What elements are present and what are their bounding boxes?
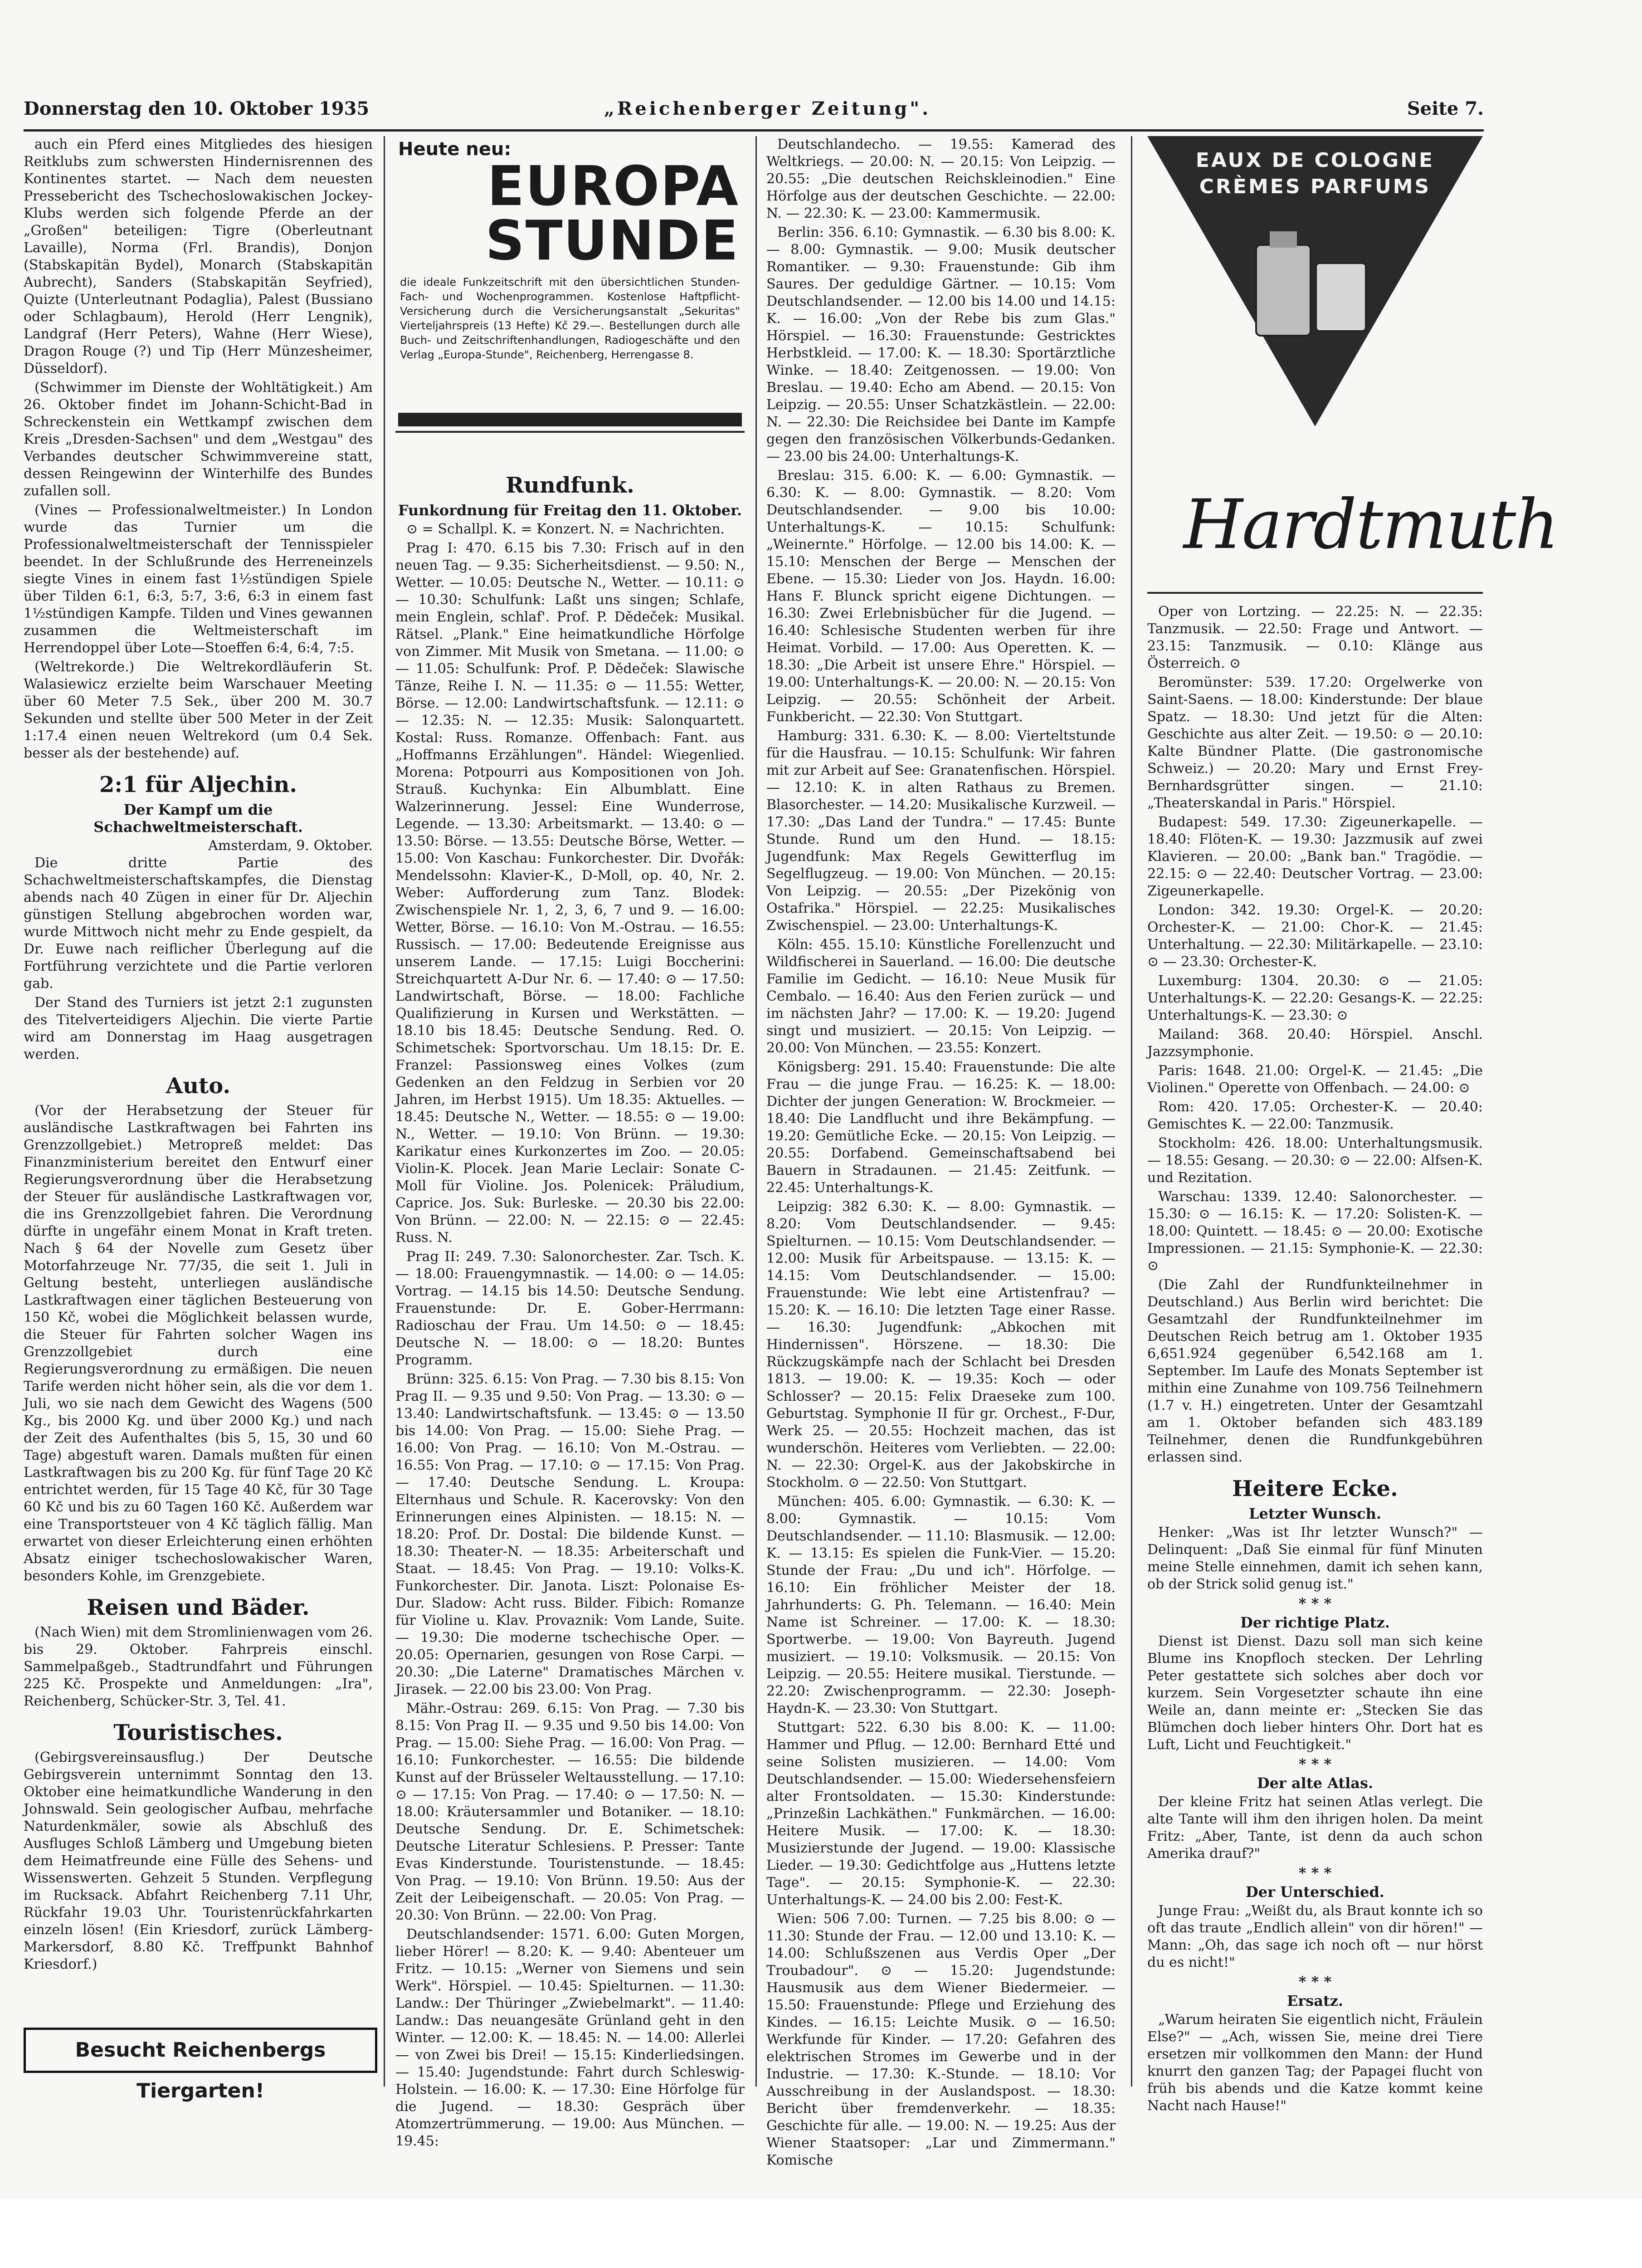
program-rom: Rom: 420. 17.05: Orchester-K. — 20.40: Gemischtes K. — 22.00: Tanzmusik. <box>1147 1099 1483 1132</box>
heading-aljechin: 2:1 für Aljechin. <box>99 772 297 797</box>
joke-separator-4: * * * <box>1298 1973 1332 1990</box>
program-paris: Paris: 1648. 21.00: Orgel-K. — 21.45: „Die Violinen." Operette von Offenbach. — 24.00: ⊙ <box>1147 1063 1483 1096</box>
program-wien: Wien: 506 7.00: Turnen. — 7.25 bis 8.00: ⊙ — 11.30: Stunde der Frau. — 12.00 und 13.10: K. — 14.00: Schlußszenen aus Verdis Oper „Der Troubadour". ⊙ — 15.20: Jugendstunde: Hausmusik aus dem Wiener Biedermeier. — 15.50: Frauenstunde: Pflege und Erziehung des Kindes. — 16.15: Leichte Musik. ⊙ — 16.50: Werkfunde für Kinder. — 17.20: Gefahren des elektrischen Stromes im Gewerbe und in der Industrie. — 17.30: K.-Stunde. — 18.10: Vor Ausschreibung in der Auslandspost. — 18.30: Bericht über fremdenverkehr. — 18.35: Geschichte für alle. — 19.00: N. — 19.25: Aus der Wiener Staatsoper: „Lar und Zimmermann." Komische <box>766 1911 1116 2168</box>
ad-title-stunde: STUNDE <box>485 210 739 273</box>
program-prag-1: Prag I: 470. 6.15 bis 7.30: Frisch auf in den neuen Tag. — 9.35: Sicherheitsdienst. — 9.50: N., Wetter. — 10.05: Deutsche N., Wetter. — 10.11: ⊙ — 10.30: Schulfunk: Laßt uns singen; Schlafe, mein Englein, schlaf'. Prof. P. Dědeček: Musikal. Rätsel. „Plank." Eine heimatkundliche Hörfolge von Zimmer. Mit Musik von Smetana. — 11.00: ⊙ — 11.05: Schulfunk: Prof. P. Dědeček: Slawische Tänze, Reihe I. N. — 11.35: ⊙ — 11.55: Wetter, Börse. — 12.00: Landwirtschaftsfunk. — 12.11: ⊙ — 12.35: N. — 12.35: Musik: Salonquartett. Kostal: Russ. Romanze. Offenbach: Fant. aus „Hoffmanns Erzählungen". Händel: Wiegenlied. Morena: Potpourri aus Kompositionen von Joh. Strauß. Kuchynka: Ein Albumblatt. Eine Walzerinnerung. Jessel: Eine Wunderrose, Legende. — 13.30: Arbeitsmarkt. — 13.40: ⊙ — 13.50: Börse. — 13.55: Deutsche Börse, Wetter. — 15.00: Von Kaschau: Funkorchester. Dir. Dvořák: Mendelssohn: Klavier-K., D-Moll, op. 40, Nr. 2. Weber: Aufforderung zum Tanz. Blodek: Zwischenspiele Nr. 1, 2, 3, 6, 7 und 9. — 16.00: Wetter, Börse. — 16.10: Von M.-Ostrau. — 16.55: Russisch. — 17.00: Bedeutende Ereignisse aus unserem Lande. — 17.15: Luigi Boccherini: Streichquartett A-Dur Nr. 6. — 17.40: ⊙ — 17.50: Landwirtschaft, Börse. — 18.00: Fachliche Qualifizierung in Kursen und Werkstätten. — 18.10 bis 18.45: Deutsche Sendung. Red. O. Schimetschek: Sportvorschau. Um 18.15: Dr. E. Franzel: Passionsweg eines Volkes (zum Gedenken an den Feldzug in Serbien vor 20 Jahren, im Herbst 1915). Um 18.35: Aktuelles. — 18.45: Deutsche N., Wetter. — 18.55: ⊙ — 19.00: N., Wetter. — 19.10: Von Brünn. — 19.30: Karikatur eines Kurkonzertes im Zoo. — 20.05: Violin-K. Plocek. Jean Marie Leclair: Sonate C-Moll für Violine. Jos. Polenicek: Präludium, Caprice. Jos. Suk: Burleske. — 20.30 bis 22.00: Von Brünn. — 22.00: N. — 22.15: ⊙ — 22.45: Russ. N. <box>395 540 745 1246</box>
joke-title-2: Der richtige Platz. <box>1240 1614 1390 1631</box>
program-muenchen: München: 405. 6.00: Gymnastik. — 6.30: K. — 8.00: Gymnastik. — 10.15: Vom Deutschlandsender. — 11.10: Blasmusik. — 12.00: K. — 13.15: Es spielen die Funk-Vier. — 15.20: Stunde der Frau: „Du und ich". Hörfolge. — 16.10: Ein fröhlicher Meister der 18. Jahrhunderts: G. Ph. Telemann. — 16.40: Mein Name ist Schreiner. — 17.00: K. — 18.30: Sportwerbe. — 19.00: Von Bayreuth. Jugend musiziert. — 19.10: Volksmusik. — 20.15: Von Leipzig. — 20.55: Heitere musikal. Tierstunde. — 22.20: Zwischenprogramm. — 22.30: Joseph-Haydn-K. — 23.30: Von Stuttgart. <box>766 1494 1116 1716</box>
europa-stunde-advertisement <box>395 136 745 433</box>
program-budapest: Budapest: 549. 17.30: Zigeunerkapelle. — 18.40: Flöten-K. — 19.30: Jazzmusik auf zwei Klavieren. — 20.00: „Bank ban." Tragödie. — 22.15: ⊙ — 22.40: Deutscher Vortrag. — 23.00: Zigeunerkapelle. <box>1147 814 1483 899</box>
program-koenigsberg: Königsberg: 291. 15.40: Frauenstunde: Die alte Frau — die junge Frau. — 16.25: K. — 18.00: Dichter der jungen Generation: W. Brockmeier. — 18.40: Die Landflucht und ihre Bekämpfung. — 19.20: Gemütliche Ecke. — 20.15: Von Leipzig. — 20.55: Dorfabend. Gemeinschaftsabend bei Bauern in Stradaunen. — 21.45: Zeitfunk. — 22.45: Unterhaltungs-K. <box>766 1059 1116 1196</box>
dateline-amsterdam: Amsterdam, 9. Oktober. <box>208 838 373 854</box>
program-bruenn: Brünn: 325. 6.15: Von Prag. — 7.30 bis 8.15: Von Prag II. — 9.35 und 9.50: Von Prag. — 13.30: ⊙ — 13.40: Landwirtschaftsfunk. — 13.45: ⊙ — 13.50 bis 14.00: Von Prag. — 15.00: Siehe Prag. — 16.00: Von Prag. — 16.10: Von M.-Ostrau. — 16.55: Von Prag. — 17.10: ⊙ — 17.15: Von Prag. — 17.40: Deutsche Sendung. L. Kroupa: Elternhaus und Schule. R. Kacerovsky: Von den Erinnerungen eines Alpinisten. — 18.15: N. — 18.20: Prof. Dr. Dostal: Die bildende Kunst. — 18.30: Theater-N. — 18.35: Arbeiterschaft und Staat. — 18.45: Von Prag. — 19.10: Volks-K. Funkorchester. Dir. Janota. Liszt: Polonaise Es-Dur. Sladow: Acht russ. Bilder. Fibich: Romanze für Violine u. Klav. Provaznik: Vom Lande, Suite. — 19.30: Die moderne tschechische Oper. — 20.05: Opernarien, gesungen von Rose Carpi. — 20.30: „Die Laterne" Dramatisches Märchen v. Jirasek. — 22.00 bis 23.00: Von Prag. <box>395 1371 745 1697</box>
zoo-advertisement: Besucht Reichenbergs Tiergarten! <box>24 2028 377 2073</box>
joke-4: Junge Frau: „Weißt du, als Braut konnte ich so oft das traute „Endlich allein" von dir hören!" — Mann: „Oh, das sage ich noch oft — nur hörst du es nicht!" <box>1147 1903 1483 1970</box>
program-legend: ⊙ = Schallpl. K. = Konzert. N. = Nachrichten. <box>406 521 725 537</box>
ad-line-eau-de-cologne: EAUX DE COLOGNE <box>1195 149 1435 172</box>
joke-1: Henker: „Was ist Ihr letzter Wunsch?" — Delinquent: „Daß Sie einmal für fünf Minuten meine Stelle einnehmen, damit ich sehen kann, ob der Strick solid genug ist." <box>1147 1525 1483 1592</box>
column-1 <box>24 136 373 2023</box>
program-berlin: Berlin: 356. 6.10: Gymnastik. — 6.30 bis 8.00: K. — 8.00: Gymnastik. — 9.00: Musik deutscher Romantiker. — 9.30: Frauenstunde: Gib ihm Saures. Der geduldige Gärtner. — 10.15: Vom Deutschlandsender. — 12.00 bis 14.00 und 14.15: K. — 16.00: „Von der Rebe bis zum Glas." Hörspiel. — 16.30: Frauenstunde: Gestricktes Herbstkleid. — 17.00: K. — 18.30: Sportärztliche Winke. — 18.40: Zeitgenossen. — 19.00: Von Breslau. — 19.40: Echo am Abend. — 20.15: Von Leipzig. — 20.55: Unser Schatzkästlein. — 22.00: N. — 22.30: Die Reichsidee bei Dante im Kampfe gegen den französischen Völkerbunds-Gedanken. — 23.00 bis 24.00: Unterhaltungs-K. <box>766 225 1116 464</box>
program-london: London: 342. 19.30: Orgel-K. — 20.20: Orchester-K. — 21.00: Chor-K. — 21.45: Unterhaltung. — 22.30: Militärkapelle. — 23.10: ⊙ — 23.30: Orchester-K. <box>1147 902 1483 970</box>
joke-3: Der kleine Fritz hat seinen Atlas verlegt. Die alte Tante will ihm den ihrigen holen. Da meint Fritz: „Aber, Tante, ist denn da auch schon Amerika drauf?" <box>1147 1794 1483 1862</box>
article-vines: (Vines — Professionalweltmeister.) In London wurde das Turnier um die Professionalweltmeisterschaft der Tennisspieler beendet. In der Schlußrunde des Herreneinzels siegte Vines in einem fast 1½stündigen Spiele über Tilden 6:1, 6:3, 5:7, 3:6, 6:3 in einem fast 1½stündigen Kampfe. Tilden und Vines gewannen zusammen die Weltmeisterschaft im Herrendoppel über Lote—Stoeffen 6:4, 6:4, 7:5. <box>24 502 373 656</box>
column-2 <box>395 463 745 2268</box>
column-rule-1 <box>384 136 385 2087</box>
column-4 <box>1147 603 1483 2218</box>
article-hiking: (Gebirgsvereinsausflug.) Der Deutsche Gebirgsverein unternimmt Sonntag den 13. Oktober eine heimatkundliche Wanderung in den Johnswald. Sein geologischer Aufbau, mehrfache Naturdenkmäler, sowie als Abschluß des Ausfluges Schloß Lämberg und Umgebung bieten dem Heimatfreunde eine Fülle des Sehens- und Wissenswerten. Gehzeit 5 Stunden. Verpflegung im Rucksack. Abfahrt Reichenberg 7.11 Uhr, Rückfahr 19.03 Uhr. Touristenrückfahrkarten einzeln lösen! (Ein Kriesdorf, zurück Lämberg-Markersdorf, 8.80 Kč. Treffpunkt Bahnhof Kriesdorf.) <box>24 1750 373 1972</box>
joke-2: Dienst ist Dienst. Dazu soll man sich keine Blume ins Knopfloch stecken. Der Lehrling Peter gestattete sich solches aber doch vor kurzem. Sein Vorgesetzter schaute ihn eine Weile an, dann meinte er: „Stecken Sie das Blümchen doch lieber hinters Ohr. Dort hat es Luft, Licht und Feuchtigkeit." <box>1147 1633 1483 1753</box>
heading-rundfunk: Rundfunk. <box>506 473 634 498</box>
heading-heitere-ecke: Heitere Ecke. <box>1232 1476 1398 1501</box>
program-luxemburg: Luxemburg: 1304. 20.30: ⊙ — 21.05: Unterhaltungs-K. — 22.20: Gesangs-K. — 22.25: Unterhaltungs-K. — 23.30: ⊙ <box>1147 973 1483 1023</box>
program-beromuenster: Beromünster: 539. 17.20: Orgelwerke von Saint-Saens. — 18.00: Kinderstunde: Der blaue Spatz. — 18.30: Und jetzt für die Alten: Geschichte aus alter Zeit. — 19.50: ⊙ — 20.10: Kalte Bündner Platte. (Die gastronomische Schweiz.) — 20.20: Mary und Ernst Frey-Bernhardsgrütter singen. — 21.10: „Theaterskandal in Paris." Hörspiel. <box>1147 675 1483 811</box>
article-radio-listeners: (Die Zahl der Rundfunkteilnehmer in Deutschland.) Aus Berlin wird berichtet: Die Gesamtzahl der Rundfunkteilnehmer im Deutschen Reich betrug am 1. Oktober 1935 6,651.924 gegenüber 6,542.168 am 1. September. Im Laufe des Monats September ist mithin eine Zunahme von 109.756 Teilnehmern (1.7 v. H.) eingetreten. Unter der Gesamtzahl am 1. Oktober befanden sich 483.189 Teilnehmer, denen die Rundfunkgebühren erlassen sind. <box>1147 1277 1483 1465</box>
program-wien-cont: Oper von Lortzing. — 22.25: N. — 22.35: Tanzmusik. — 22.50: Frage und Antwort. — 23.15: Tanzmusik. — 0.10: Klänge aus Österreich. ⊙ <box>1147 604 1483 671</box>
article-swimming: (Schwimmer im Dienste der Wohltätigkeit.) Am 26. Oktober findet im Johann-Schicht-Bad in Schreckenstein ein Wettkampf zwischen dem Kreis „Dresden-Sachsen" und dem „Westgau" des Verbandes deutscher Schwimmvereine statt, dessen Reingewinn der Winterhilfe des Bundes zufallen soll. <box>24 380 373 499</box>
program-mailand: Mailand: 368. 20.40: Hörspiel. Anschl. Jazzsymphonie. <box>1147 1026 1483 1060</box>
header-date: Donnerstag den 10. Oktober 1935 <box>24 98 370 119</box>
program-ostrau: Mähr.-Ostrau: 269. 6.15: Von Prag. — 7.30 bis 8.15: Von Prag II. — 9.35 und 9.50 bis 14.00: Von Prag. — 15.00: Siehe Prag. — 16.00: Von Prag. — 16.10: Funkorchester. — 16.55: Die bildende Kunst auf der Brüsseler Weltausstellung. — 17.10: ⊙ — 17.15: Von Prag. — 17.40: ⊙ — 17.50: N. — 18.00: Kräutersammler und Botaniker. — 18.10: Deutsche Sendung. Dr. E. Schimetschek: Deutsche Literatur Schlesiens. P. Presser: Tante Evas Kinderstunde. Touristenstunde. — 18.45: Von Prag. — 19.10: Von Brünn. 19.50: Aus der Zeit der Leibeigenschaft. — 20.05: Von Prag. — 20.30: Von Brünn. — 22.00: Von Prag. <box>395 1701 745 1923</box>
program-deutschlandsender-cont: Deutschlandecho. — 19.55: Kamerad des Weltkriegs. — 20.00: N. — 20.15: Von Leipzig. — 20.55: „Die deutschen Reichskleinodien." Eine Hörfolge aus der deutschen Geschichte. — 22.00: N. — 22.30: K. — 23.00: Kammermusik. <box>766 137 1116 221</box>
header-page-number: Seite 7. <box>1407 98 1484 119</box>
column-rule-3 <box>1131 136 1132 2087</box>
hardtmuth-signature: Hardtmuth <box>1184 485 1558 564</box>
ad-rule <box>1147 592 1483 594</box>
ad-bottom-bar <box>398 413 742 426</box>
heading-tourism: Touristisches. <box>113 1720 283 1745</box>
joke-separator-1: * * * <box>1298 1595 1332 1612</box>
header-rule <box>24 129 1484 132</box>
column-3 <box>766 136 1116 2168</box>
joke-title-3: Der alte Atlas. <box>1257 1774 1374 1792</box>
ad-title-europa: EUROPA <box>487 155 739 218</box>
joke-title-5: Ersatz. <box>1286 1992 1344 2009</box>
column-rule-2 <box>755 136 757 2087</box>
article-vienna-trip: (Nach Wien) mit dem Stromlinienwagen vom 26. bis 29. Oktober. Fahrpreis einschl. Sammelpaßgeb., Stadtrundfahrt und Führungen 225 Kč. Prospekte und Anmeldungen: „Ira", Reichenberg, Schücker-Str. 3, Tel. 41. <box>24 1624 373 1709</box>
ad-new-label: Heute neu: <box>398 139 512 160</box>
joke-separator-2: * * * <box>1298 1755 1332 1773</box>
program-stockholm: Stockholm: 426. 18.00: Unterhaltungsmusik. — 18.55: Gesang. — 20.30: ⊙ — 22.00: Alfsen-K. und Rezitation. <box>1147 1135 1483 1186</box>
article-world-records: (Weltrekorde.) Die Weltrekordläuferin St. Walasiewicz erzielte beim Warschauer Meeting über 60 Meter 7.5 Sek., über 200 M. 30.7 Sekunden und stellte über 500 Meter in der Zeit 1:17.4 einen neuen Weltrekord (um 0.4 Sek. besser als der bestehende) auf. <box>24 659 373 761</box>
article-truck-tax: (Vor der Herabsetzung der Steuer für ausländische Lastkraftwagen bei Fahrten ins Grenzzollgebiet.) Metropreß meldet: Das Finanzministerium bereitet den Entwurf einer Regierungsverordnung über die Herabsetzung der Steuer für ausländische Lastkraftwagen vor, die ins Grenzzollgebiet fahren. Die Verordnung dürfte in ungefähr einem Monat in Kraft treten. Nach § 64 der Novelle zum Gesetz über Motorfahrzeuge Nr. 77/35, die seit 1. Juli in Geltung besteht, unterliegen ausländische Lastkraftwagen einer täglichen Besteuerung von 150 Kč, wobei die Möglichkeit belassen wurde, die Steuer für Fahrten solcher Wagen ins Grenzzollgebiet durch eine Regierungsverordnung zu ermäßigen. Die neuen Tarife werden nicht höher sein, als die vor dem 1. Juli, wo sie nach dem Gewicht des Wagens (500 Kg., bis 2000 Kg. und über 2000 Kg.) und nach der Zeit des Aufenthaltes (bis 5, 15, 30 und 60 Tage) abgestuft waren. Damals mußten für einen Lastkraftwagen bis zu 200 Kg. für fünf Tage 20 Kč entrichtet werden, für 15 Tage 40 Kč, für 30 Tage 60 Kč und bis zu 60 Tagen 160 Kč. Außerdem war eine Transportsteuer von 4 Kč täglich fällig. Man erwartet von dieser Erleichterung einen erhöhten Absatz einiger tschechoslowakischer Waren, besonders Kohle, im Grenzgebiete. <box>24 1103 373 1584</box>
program-breslau: Breslau: 315. 6.00: K. — 6.00: Gymnastik. — 6.30: K. — 8.00: Gymnastik. — 8.20: Vom Deutschlandsender. — 9.00 bis 10.00: Unterhaltungs-K. — 10.15: Schulfunk: „Weinernte." Hörfolge. — 12.00 bis 14.00: K. — 15.10: Menschen der Berge — Menschen der Ebene. — 15.30: Lieder von Jos. Haydn. 16.00: Hans F. Blunck spricht eigene Dichtungen. — 16.30: Zwei Erlebnisbücher für die Jugend. — 16.40: Schlesische Studenten werben für ihre Heimat. Vorbild. — 17.00: Aus Operetten. K. — 18.30: „Die Arbeit ist unsere Ehre." Hörspiel. — 19.00: Unterhaltungs-K. — 20.00: N. — 20.15: Von Leipzig. — 20.55: Schönheit der Arbeit. Funkbericht. — 22.30: Von Stuttgart. <box>766 468 1116 725</box>
header-masthead: „Reichenberger Zeitung". <box>604 98 931 119</box>
article-racing: auch ein Pferd eines Mitgliedes des hiesigen Reitklubs zum schwersten Hindernisrennen des Kontinentes startet. — Nach dem neuesten Pressebericht des Tschechoslowakischen Jockey-Klubs werden sich folgende Pferde an der „Großen" beteiligen: Tigre (Oberleutnant Lavaille), Norma (Frl. Brandis), Donjon (Stabskapitän Bydel), Monarch (Stabskapitän Aubrecht), Sanders (Stabskapitän Seyfried), Quizte (Unterleutnant Podaglia), Palest (Bussiano oder Schlagbaum), Herold (Herr Lengnik), Landgraf (Herr Peters), Wahne (Herr Wiese), Dragon Rouge (?) und Tip (Herr Münzesheimer, Düsseldorf). <box>24 137 373 376</box>
joke-title-1: Letzter Wunsch. <box>1248 1505 1382 1522</box>
hardtmuth-advertisement <box>1147 136 1558 585</box>
ad-line-cremes-parfums: CRÈMES PARFUMS <box>1199 175 1431 198</box>
program-deutschlandsender: Deutschlandsender: 1571. 6.00: Guten Morgen, lieber Hörer! — 8.20: K. — 9.40: Abenteuer um Fritz. — 10.15: „Werner von Siemens und sein Werk". Hörspiel. — 10.45: Spielturnen. — 11.30: Landw.: Der Thüringer „Zwiebelmarkt". — 11.40: Landw.: Das neuangesäte Grünland geht in den Winter. — 12.00: K. — 18.45: N. — 14.00: Allerlei — von Zwei bis Drei! — 15.15: Kinderliedsingen. — 15.40: Jugendstunde: Fahrt durch Schleswig-Holstein. — 16.00: K. — 17.30: Eine Hörfolge für die Jugend. — 18.30: Gespräch über Atomzertrümmerung. — 19.00: Aus München. — 19.45: <box>395 1926 745 2149</box>
heading-auto: Auto. <box>166 1073 231 1099</box>
ad-body-text: die ideale Funkzeitschrift mit den übersichtlichen Stunden-Fach- und Wochenprogrammen. Kostenlose Haftpflicht-Versicherung durch die Versicherungsanstalt „Sekuritas" Vierteljahrspreis (13 Hefte) Kč 29.—. Bestellungen durch alle Buch- und Zeitschriftenhandlungen, Radiogeschäfte und den Verlag „Europa-Stunde", Reichenberg, Herrengasse 8. <box>400 276 740 361</box>
program-koeln: Köln: 455. 15.10: Künstliche Forellenzucht und Wildfischerei in Sauerland. — 16.00: Die deutsche Familie im Gedicht. — 16.10: Neue Musik für Cembalo. — 16.40: Aus den Ferien zurück — und im nächsten Jahr? — 17.00: K. — 19.20: Jugend singt und musiziert. — 20.15: Von Leipzig. — 20.00: Von München. — 23.55: Konzert. <box>766 937 1116 1056</box>
article-chess-2: Der Stand des Turniers ist jetzt 2:1 zugunsten des Titelverteidigers Aljechin. Die vierte Partie wird am Donnerstag im Haag ausgetragen werden. <box>24 995 373 1062</box>
program-warschau: Warschau: 1339. 12.40: Salonorchester. — 15.30: ⊙ — 16.15: K. — 17.20: Solisten-K. — 18.00: Quintett. — 18.45: ⊙ — 20.00: Exotische Impressionen. — 21.15: Symphonie-K. — 22.30: ⊙ <box>1147 1189 1483 1274</box>
joke-5: „Warum heiraten Sie eigentlich nicht, Fräulein Else?" — „Ach, wissen Sie, meine drei Tiere ersetzen mir vollkommen den Mann: der Hund knurrt den ganzen Tag; der Papagei flucht von früh bis abends und die Katze kommt keine Nacht nach Hause!" <box>1147 2012 1483 2114</box>
joke-title-4: Der Unterschied. <box>1245 1883 1385 1901</box>
program-leipzig: Leipzig: 382 6.30: K. — 8.00: Gymnastik. — 8.20: Vom Deutschlandsender. — 9.45: Spielturnen. — 10.15: Vom Deutschlandsender. — 12.00: Musik für Arbeitspause. — 13.15: K. — 14.15: Vom Deutschlandsender. — 15.00: Frauenstunde: Wie lebt eine Artistenfrau? — 15.20: K. — 16.10: Die letzten Tage einer Rasse. — 16.30: Jugendfunk: „Abkochen mit Hindernissen". Hörszene. — 18.30: Die Rückzugskämpfe nach der Schlacht bei Dresden 1813. — 19.00: K. — 19.35: Koch — oder Schlosser? — 20.15: Felix Draeseke zum 100. Geburtstag. Symphonie II für gr. Orchest., F-Dur, Werk 25. — 20.55: Hochzeit machen, das ist wunderschön. Heiteres vom Verliebten. — 22.00: N. — 22.30: Orgel-K. aus der Jakobskirche in Stockholm. ⊙ — 22.50: Von Stuttgart. <box>766 1199 1116 1491</box>
subheading-program: Funkordnung für Freitag den 11. Oktober. <box>398 502 742 519</box>
program-stuttgart: Stuttgart: 522. 6.30 bis 8.00: K. — 11.00: Hammer und Pflug. — 12.00: Bernhard Etté und seine Solisten musizieren. — 14.00: Vom Deutschlandsender. — 15.00: Wiedersehensfeiern alter Frontsoldaten. — 15.30: Kinderstunde: „Prinzeßin Lachkäthen." Funkmärchen. — 16.00: Heitere Musik. — 17.00: K. — 18.30: Musizierstunde der Jugend. — 19.00: Klassische Lieder. — 19.30: Gedichtfolge aus „Huttens letzte Tage". — 20.15: Symphonie-K. — 22.30: Unterhaltungs-K. — 24.00 bis 2.00: Fest-K. <box>766 1720 1116 1908</box>
page-header <box>24 98 1484 127</box>
article-chess-1: Die dritte Partie des Schachweltmeisterschaftskampfes, die Dienstag abends nach 40 Zügen in einer für Dr. Aljechin günstigen Stellung abgebrochen worden war, wurde Mittwoch nicht mehr zu Ende gespielt, da Dr. Euwe nach reiflicher Überlegung auf die Fortführung verzichtete und die Partie verloren gab. <box>24 855 373 992</box>
program-hamburg: Hamburg: 331. 6.30: K. — 8.00: Vierteltstunde für die Hausfrau. — 10.15: Schulfunk: Wir fahren mit zur Arbeit auf See: Granatenfischen. Hörspiel. — 12.10: K. in alten Rathaus zu Bremen. Blasorchester. — 14.20: Musikalische Kurzweil. — 17.30: „Das Land der Tundra." — 17.45: Bunte Stunde. Rund um den Hund. — 18.15: Jugendfunk: Max Regels Gewitterflug im Segelflugzeug. — 19.00: Von München. — 20.15: Von Leipzig. — 20.55: „Der Pizekönig von Ostafrika." Hörspiel. — 22.25: Musikalisches Zwischenspiel. — 23.00: Unterhaltungs-K. <box>766 728 1116 934</box>
heading-travel: Reisen und Bäder. <box>87 1595 310 1620</box>
joke-separator-3: * * * <box>1298 1864 1332 1882</box>
subheading-chess: Der Kampf um die Schachweltmeisterschaft. <box>93 801 303 836</box>
program-prag-2: Prag II: 249. 7.30: Salonorchester. Zar. Tsch. K. — 18.00: Frauengymnastik. — 14.00: ⊙ — 14.05: Vortrag. — 14.15 bis 14.50: Deutsche Sendung. Frauenstunde: Dr. E. Gober-Herrmann: Radioschau der Frau. Um 14.50: ⊙ — 18.45: Deutsche N. — 18.00: ⊙ — 18.20: Buntes Programm. <box>395 1249 745 1368</box>
